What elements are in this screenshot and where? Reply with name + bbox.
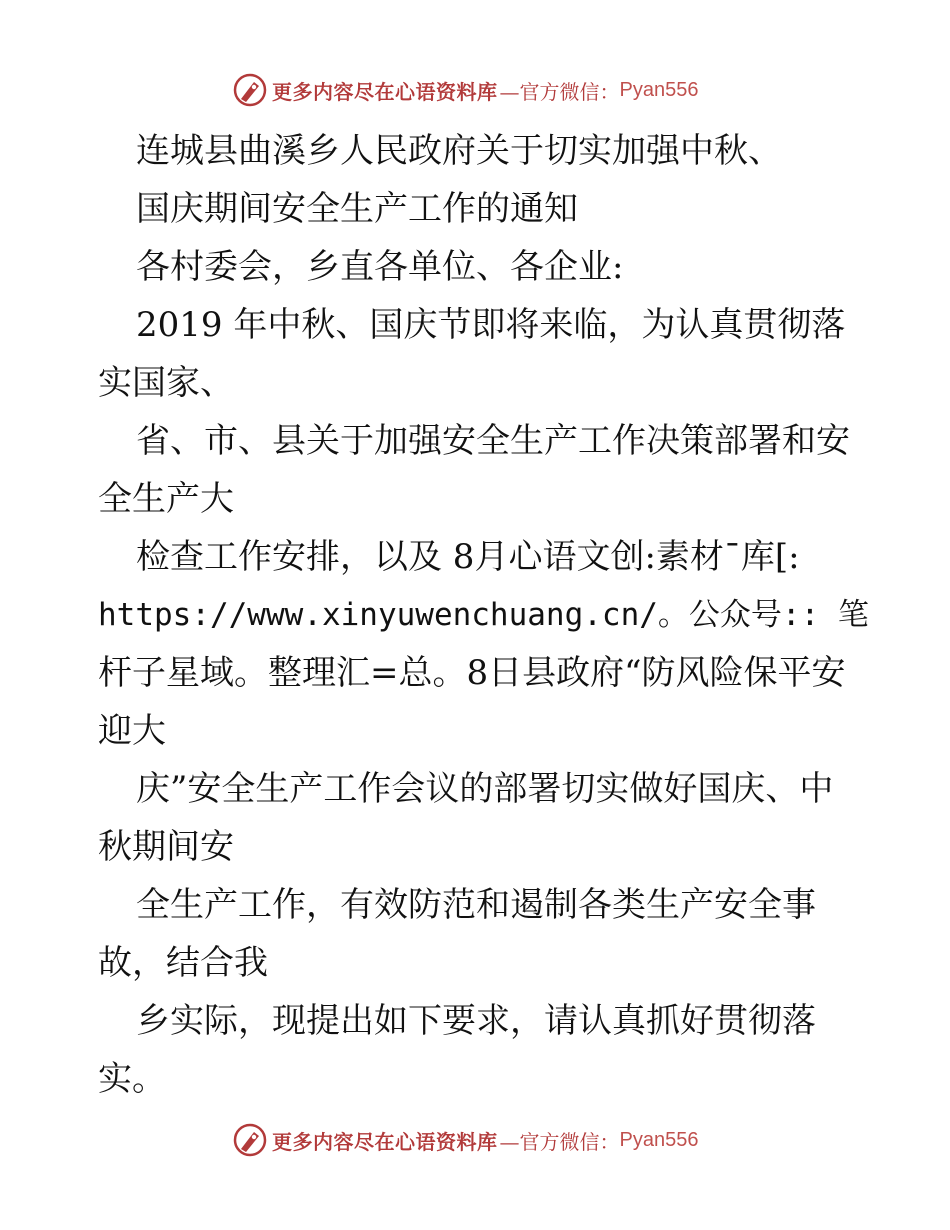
doc-line: 秋期间安 bbox=[98, 827, 234, 867]
doc-line: 故，结合我 bbox=[98, 943, 268, 983]
doc-salutation: 各村委会，乡直各单位、各企业: bbox=[136, 247, 624, 287]
doc-line: 实。 bbox=[98, 1059, 166, 1099]
banner-text: 更多内容尽在心语资料库 bbox=[272, 1129, 498, 1154]
footer-watermark-banner bbox=[232, 1122, 698, 1158]
pen-nib-logo-icon bbox=[232, 72, 268, 108]
pen-nib-logo-icon bbox=[232, 1122, 268, 1158]
banner-wechat-id: Pyan556 bbox=[619, 1128, 699, 1151]
document-body bbox=[98, 122, 868, 1108]
doc-line: 乡实际，现提出如下要求，请认真抓好贯彻落 bbox=[136, 1001, 816, 1041]
doc-line-url: https://www.xinyuwenchuang.cn/。公众号:: 笔 bbox=[98, 597, 869, 633]
doc-line: 省、市、县关于加强安全生产工作决策部署和安 bbox=[136, 421, 850, 461]
doc-line: 迎大 bbox=[98, 711, 166, 751]
doc-line: 实国家、 bbox=[98, 363, 234, 403]
doc-line: 检查工作安排，以及 8月心语文创:素材¯库[: bbox=[136, 537, 800, 577]
banner-text: 更多内容尽在心语资料库 bbox=[272, 79, 498, 104]
doc-title-line-1: 连城县曲溪乡人民政府关于切实加强中秋、 bbox=[136, 131, 782, 171]
doc-line: 庆”安全生产工作会议的部署切实做好国庆、中 bbox=[136, 769, 834, 809]
doc-line: 全生产工作，有效防范和遏制各类生产安全事 bbox=[136, 885, 816, 925]
doc-line: 全生产大 bbox=[98, 479, 234, 519]
header-watermark-banner bbox=[232, 72, 698, 108]
banner-wechat-id: Pyan556 bbox=[619, 78, 699, 101]
doc-title-line-2: 国庆期间安全生产工作的通知 bbox=[136, 189, 578, 229]
doc-line: 杆子星域。整理汇=总。8日县政府“防风险保平安 bbox=[98, 653, 846, 693]
banner-wechat-label: —官方微信： bbox=[499, 1129, 620, 1154]
doc-line: 2019 年中秋、国庆节即将来临，为认真贯彻落 bbox=[136, 305, 846, 345]
banner-wechat-label: —官方微信： bbox=[499, 79, 620, 104]
